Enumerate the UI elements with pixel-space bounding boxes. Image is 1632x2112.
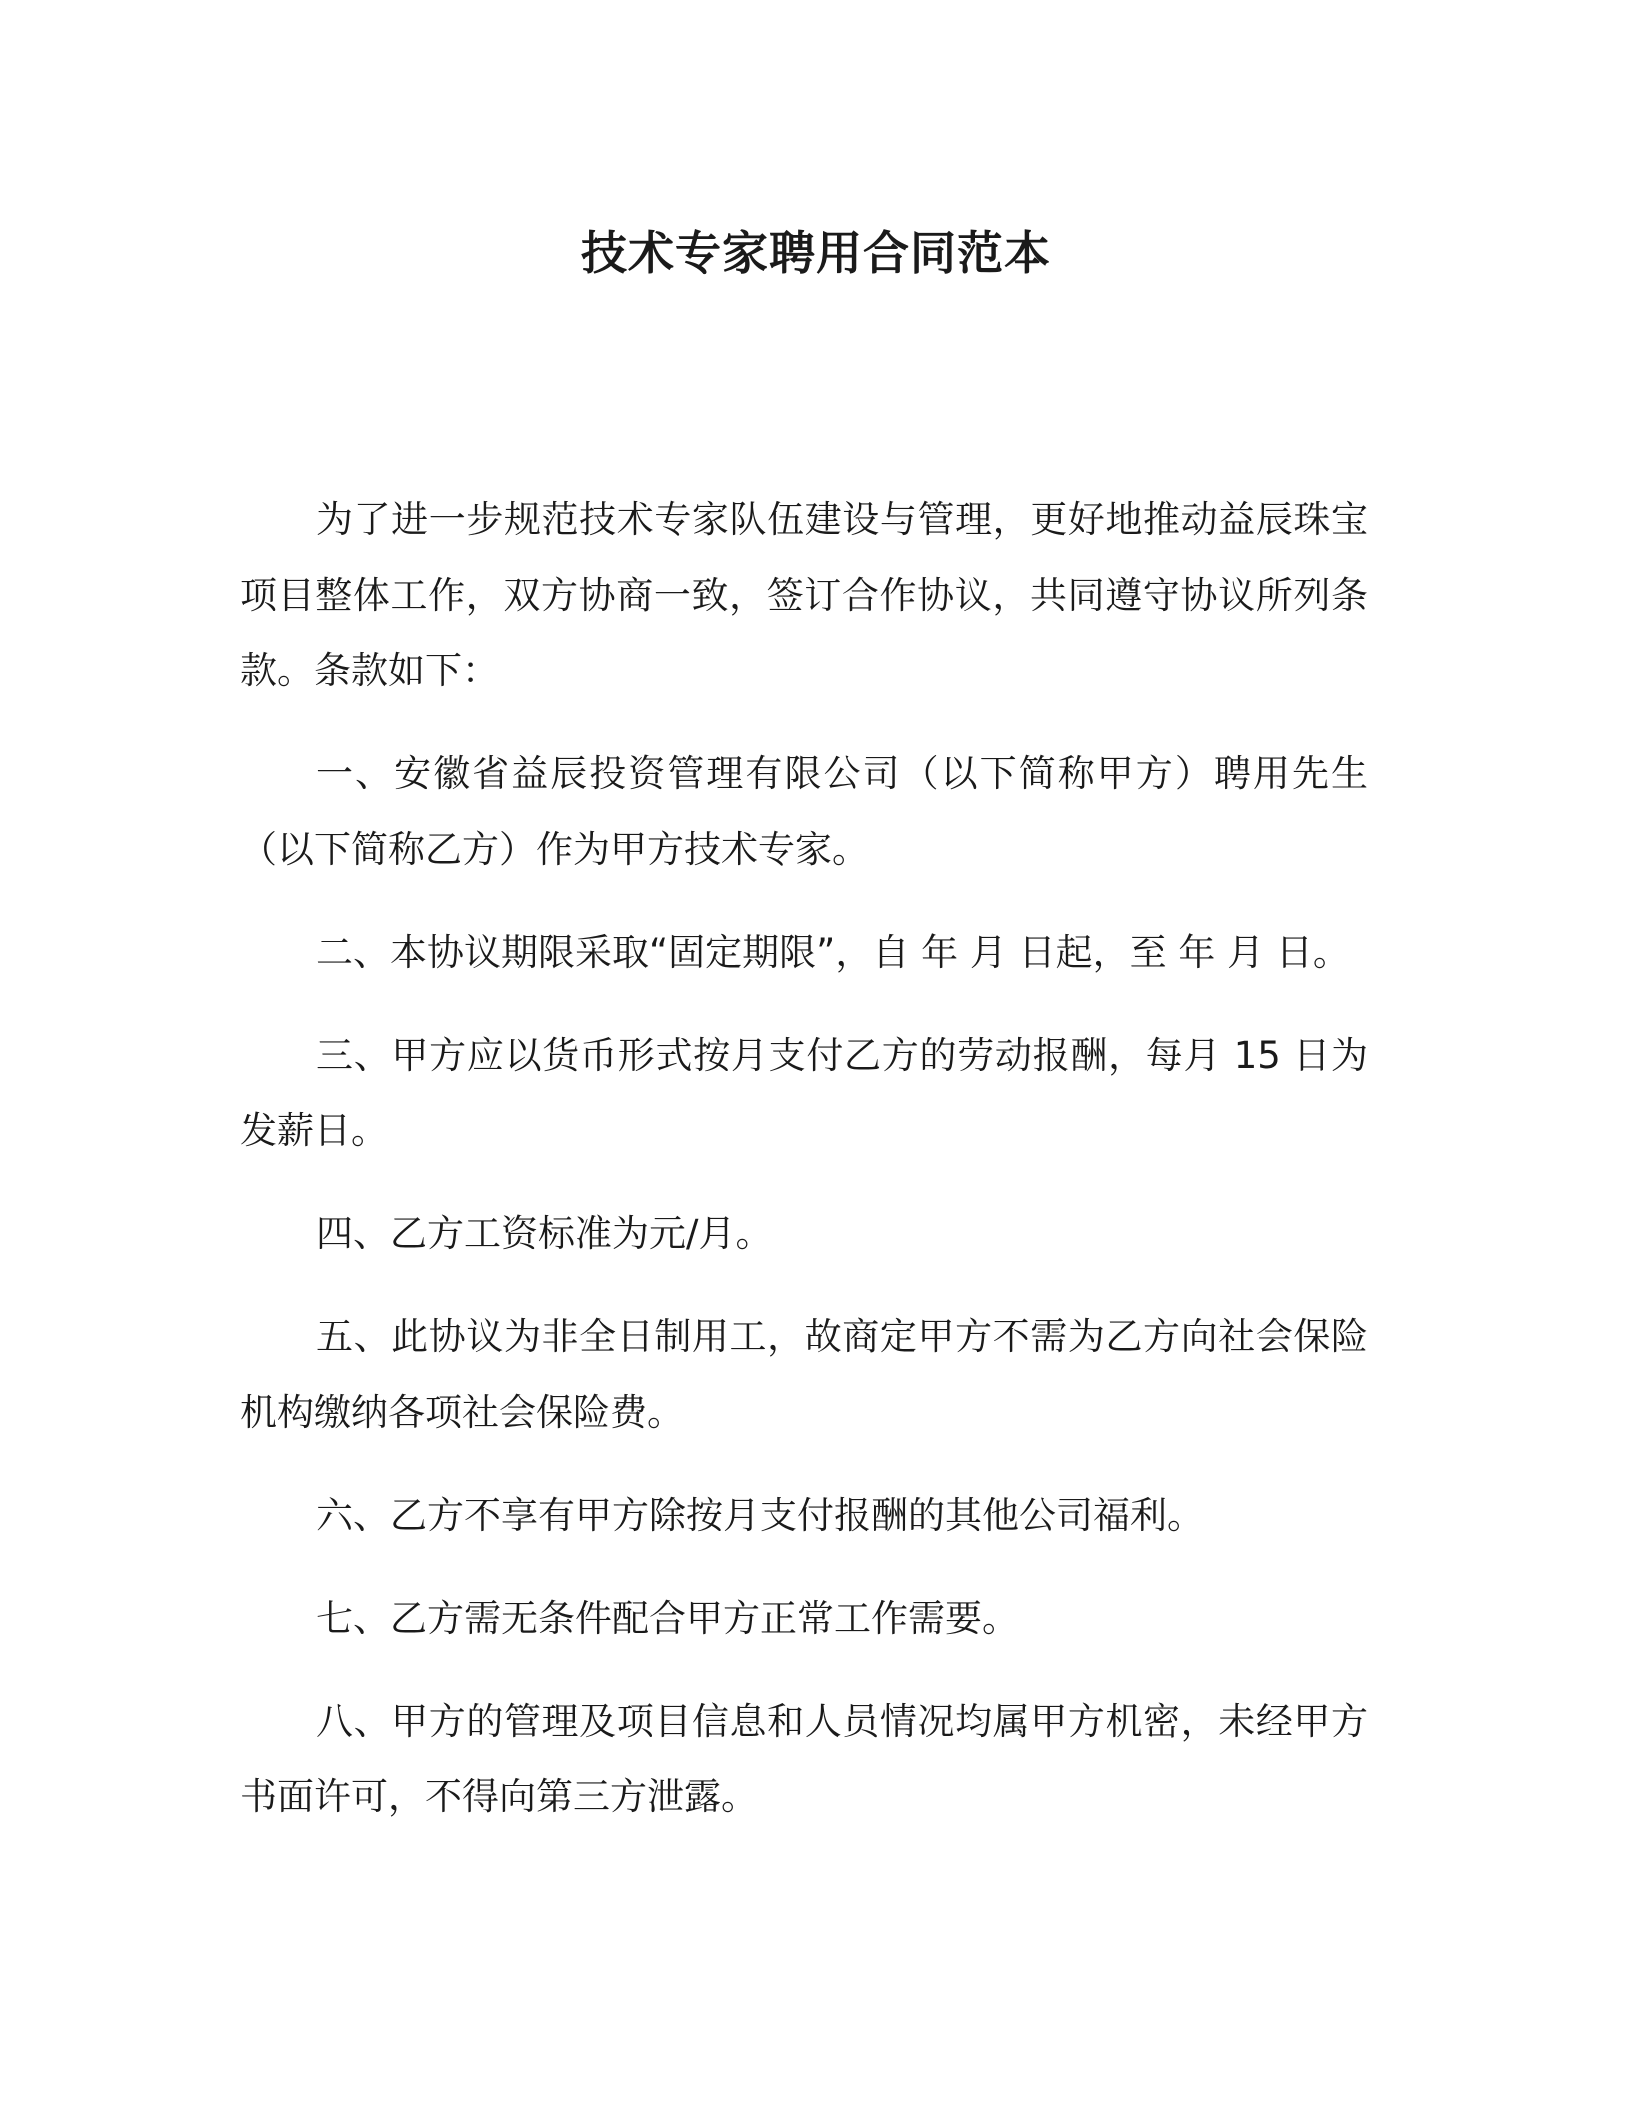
document-body — [240, 482, 1368, 1862]
clause-4: 四、乙方工资标准为元/月。 — [316, 1212, 773, 1255]
clause-8: 八、甲方的管理及项目信息和人员情况均属甲方机密，未经甲方书面许可，不得向第三方泄露。 — [240, 1699, 1368, 1818]
clause-6: 六、乙方不享有甲方除按月支付报酬的其他公司福利。 — [316, 1493, 1204, 1537]
clause-1: 一、安徽省益辰投资管理有限公司（以下简称甲方）聘用先生（以下简称乙方）作为甲方技术专家。 — [240, 752, 1368, 871]
clause-2: 二、本协议期限采取“固定期限”，自 年 月 日起，至 年 月 日。 — [316, 930, 1350, 974]
clause-7: 七、乙方需无条件配合甲方正常工作需要。 — [316, 1596, 1019, 1640]
intro-paragraph: 为了进一步规范技术专家队伍建设与管理，更好地推动益辰珠宝项目整体工作，双方协商一致，签订合作协议，共同遵守协议所列条款。条款如下： — [240, 498, 1368, 692]
clause-5: 五、此协议为非全日制用工，故商定甲方不需为乙方向社会保险机构缴纳各项社会保险费。 — [240, 1315, 1368, 1434]
clause-3: 三、甲方应以货币形式按月支付乙方的劳动报酬，每月 15 日为发薪日。 — [240, 1033, 1368, 1152]
document-title: 技术专家聘用合同范本 — [581, 226, 1051, 280]
